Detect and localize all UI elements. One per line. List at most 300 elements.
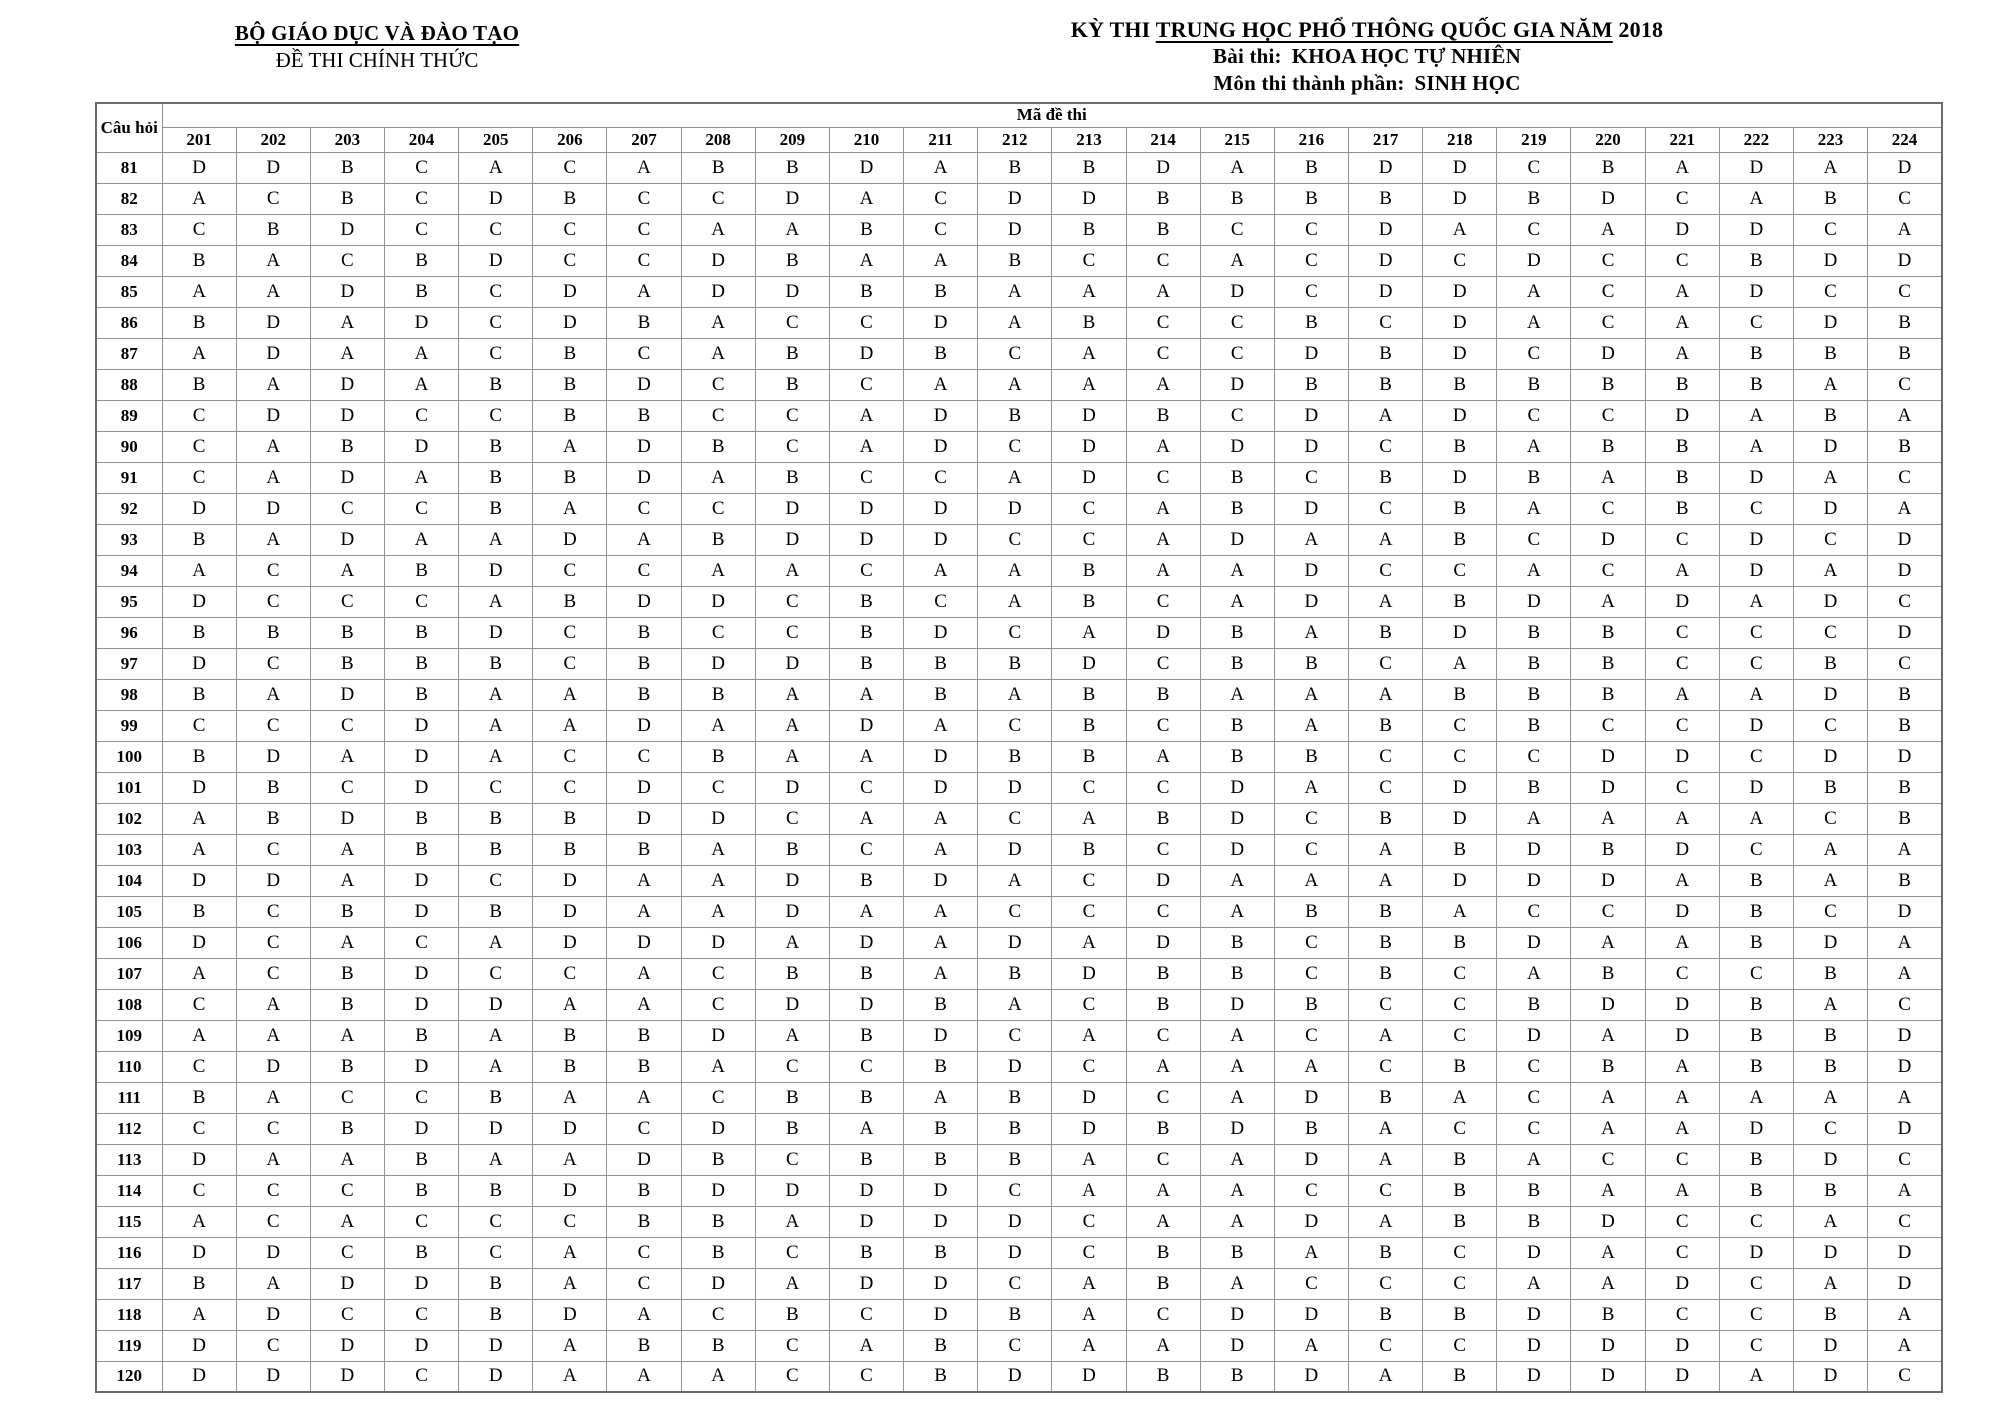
code-header-212: 212 — [978, 127, 1052, 152]
answer-cell: A — [236, 1020, 310, 1051]
exam-group-value: KHOA HỌC TỰ NHIÊN — [1291, 44, 1521, 68]
answer-cell: B — [1423, 1299, 1497, 1330]
answer-row-113 — [96, 1144, 1942, 1175]
answer-cell: C — [1868, 1144, 1942, 1175]
answer-cell: D — [1200, 1299, 1274, 1330]
answer-cell: A — [1793, 369, 1867, 400]
answer-cell: B — [1497, 772, 1571, 803]
question-number: 89 — [96, 400, 162, 431]
answer-cell: C — [310, 493, 384, 524]
answer-cell: A — [755, 555, 829, 586]
answer-cell: B — [607, 1051, 681, 1082]
answer-cell: D — [1423, 276, 1497, 307]
answer-cell: A — [607, 152, 681, 183]
answer-cell: B — [829, 1020, 903, 1051]
answer-cell: D — [755, 989, 829, 1020]
answer-cell: D — [1200, 431, 1274, 462]
answer-cell: D — [162, 1144, 236, 1175]
answer-cell: D — [755, 524, 829, 555]
answer-cell: C — [1052, 245, 1126, 276]
answer-cell: D — [236, 1051, 310, 1082]
exam-header-block — [1037, 16, 1697, 97]
answer-row-97 — [96, 648, 1942, 679]
answer-cell: D — [1645, 834, 1719, 865]
answer-cell: B — [1126, 1361, 1200, 1392]
answer-cell: D — [978, 1237, 1052, 1268]
answer-cell: C — [533, 555, 607, 586]
answer-cell: B — [384, 1175, 458, 1206]
answer-row-88 — [96, 369, 1942, 400]
answer-cell: C — [1349, 1175, 1423, 1206]
answer-cell: D — [607, 431, 681, 462]
answer-cell: A — [1349, 1020, 1423, 1051]
answer-row-103 — [96, 834, 1942, 865]
answer-cell: C — [1497, 741, 1571, 772]
answer-cell: A — [978, 555, 1052, 586]
answer-cell: A — [1126, 1206, 1200, 1237]
answer-cell: D — [1868, 896, 1942, 927]
answer-cell: B — [904, 1237, 978, 1268]
answer-cell: B — [310, 431, 384, 462]
answer-cell: C — [1126, 648, 1200, 679]
code-header-224: 224 — [1868, 127, 1942, 152]
answer-cell: B — [1200, 927, 1274, 958]
answer-cell: C — [1052, 493, 1126, 524]
answer-cell: D — [607, 586, 681, 617]
answer-cell: B — [755, 958, 829, 989]
answer-cell: C — [533, 958, 607, 989]
question-number: 111 — [96, 1082, 162, 1113]
answer-cell: D — [1793, 586, 1867, 617]
answer-row-86 — [96, 307, 1942, 338]
answer-cell: D — [1052, 183, 1126, 214]
answer-cell: B — [1200, 710, 1274, 741]
answer-cell: D — [1497, 586, 1571, 617]
answer-cell: A — [1052, 338, 1126, 369]
question-number: 94 — [96, 555, 162, 586]
answer-cell: A — [162, 1206, 236, 1237]
answer-cell: B — [1793, 772, 1867, 803]
answer-cell: B — [829, 648, 903, 679]
answer-cell: B — [1349, 369, 1423, 400]
answer-cell: C — [1349, 431, 1423, 462]
answer-cell: C — [607, 555, 681, 586]
answer-cell: B — [533, 1051, 607, 1082]
answer-cell: C — [1497, 1082, 1571, 1113]
answer-cell: B — [162, 896, 236, 927]
answer-cell: C — [904, 214, 978, 245]
answer-cell: A — [1571, 1082, 1645, 1113]
answer-cell: A — [1126, 1330, 1200, 1361]
answer-cell: B — [533, 586, 607, 617]
answer-cell: B — [1497, 462, 1571, 493]
answer-cell: A — [755, 927, 829, 958]
answer-cell: A — [1126, 431, 1200, 462]
answer-cell: B — [1571, 431, 1645, 462]
answer-cell: C — [607, 214, 681, 245]
answer-cell: B — [607, 679, 681, 710]
answer-cell: C — [1497, 338, 1571, 369]
answer-cell: B — [1423, 679, 1497, 710]
answer-cell: D — [310, 462, 384, 493]
answer-cell: C — [384, 493, 458, 524]
answer-cell: A — [681, 214, 755, 245]
answer-cell: B — [607, 307, 681, 338]
answer-cell: C — [1793, 524, 1867, 555]
answer-cell: A — [1200, 152, 1274, 183]
answer-cell: C — [1423, 1113, 1497, 1144]
answer-cell: A — [1719, 586, 1793, 617]
answer-cell: B — [1349, 896, 1423, 927]
answer-cell: B — [1126, 214, 1200, 245]
answer-cell: D — [607, 1144, 681, 1175]
answer-cell: B — [384, 245, 458, 276]
answer-cell: B — [533, 462, 607, 493]
answer-cell: A — [1868, 927, 1942, 958]
answer-cell: A — [236, 679, 310, 710]
answer-cell: B — [607, 648, 681, 679]
answer-cell: D — [1052, 431, 1126, 462]
answer-cell: B — [384, 1237, 458, 1268]
answer-cell: A — [1868, 1175, 1942, 1206]
answer-cell: A — [829, 183, 903, 214]
answer-cell: C — [1571, 896, 1645, 927]
answer-cell: D — [1719, 276, 1793, 307]
answer-cell: B — [1868, 710, 1942, 741]
exam-title — [1037, 16, 1697, 43]
answer-cell: C — [1645, 1299, 1719, 1330]
answer-cell: B — [904, 1330, 978, 1361]
answer-row-85 — [96, 276, 1942, 307]
answer-cell: C — [1868, 1206, 1942, 1237]
answer-cell: A — [1126, 369, 1200, 400]
answer-cell: C — [829, 1361, 903, 1392]
answer-cell: B — [162, 524, 236, 555]
answer-cell: D — [1274, 1206, 1348, 1237]
answer-cell: D — [533, 307, 607, 338]
answer-cell: A — [1423, 214, 1497, 245]
answer-cell: A — [1497, 307, 1571, 338]
question-number: 109 — [96, 1020, 162, 1051]
answer-cell: A — [607, 958, 681, 989]
answer-cell: C — [310, 245, 384, 276]
answer-cell: B — [1719, 896, 1793, 927]
answer-cell: D — [533, 927, 607, 958]
answer-cell: C — [1052, 989, 1126, 1020]
answer-cell: C — [1497, 1051, 1571, 1082]
answer-cell: C — [1126, 1020, 1200, 1051]
answer-row-106 — [96, 927, 1942, 958]
answer-cell: D — [904, 307, 978, 338]
answer-cell: A — [904, 834, 978, 865]
answer-cell: B — [384, 834, 458, 865]
answer-cell: A — [236, 276, 310, 307]
answer-cell: B — [459, 431, 533, 462]
answer-cell: B — [607, 834, 681, 865]
answer-cell: B — [384, 1020, 458, 1051]
answer-cell: B — [829, 1237, 903, 1268]
answer-row-82 — [96, 183, 1942, 214]
answer-cell: C — [1349, 1051, 1423, 1082]
answer-cell: C — [1719, 617, 1793, 648]
answer-cell: A — [755, 679, 829, 710]
answer-cell: A — [978, 679, 1052, 710]
answer-cell: B — [1423, 1051, 1497, 1082]
answer-cell: C — [384, 586, 458, 617]
answer-cell: C — [1274, 1020, 1348, 1051]
answer-cell: C — [236, 555, 310, 586]
answer-cell: B — [1868, 679, 1942, 710]
answer-cell: C — [1719, 307, 1793, 338]
answer-cell: D — [1126, 927, 1200, 958]
answer-cell: D — [1423, 307, 1497, 338]
answer-cell: B — [829, 214, 903, 245]
answer-cell: A — [1349, 524, 1423, 555]
answer-cell: D — [1274, 1361, 1348, 1392]
answer-cell: C — [1126, 338, 1200, 369]
answer-cell: A — [1274, 617, 1348, 648]
answer-cell: D — [1571, 865, 1645, 896]
answer-cell: B — [1349, 183, 1423, 214]
answer-cell: D — [1868, 1237, 1942, 1268]
answer-cell: B — [1200, 462, 1274, 493]
answer-key-table — [95, 102, 1943, 1393]
answer-cell: D — [904, 1206, 978, 1237]
answer-cell: C — [1571, 307, 1645, 338]
answer-cell: A — [1719, 183, 1793, 214]
answer-row-105 — [96, 896, 1942, 927]
answer-cell: B — [1349, 1299, 1423, 1330]
question-number: 102 — [96, 803, 162, 834]
answer-cell: C — [1719, 834, 1793, 865]
answer-cell: A — [1423, 1082, 1497, 1113]
answer-cell: A — [1052, 1330, 1126, 1361]
answer-cell: C — [978, 710, 1052, 741]
answer-cell: C — [1349, 1268, 1423, 1299]
answer-cell: B — [607, 1175, 681, 1206]
answer-cell: A — [459, 1051, 533, 1082]
answer-cell: D — [384, 1113, 458, 1144]
answer-cell: B — [1497, 1175, 1571, 1206]
answer-cell: B — [1423, 1206, 1497, 1237]
answer-cell: A — [681, 307, 755, 338]
answer-cell: B — [384, 803, 458, 834]
answer-cell: D — [1349, 214, 1423, 245]
answer-cell: C — [681, 989, 755, 1020]
answer-cell: A — [1052, 617, 1126, 648]
answer-cell: B — [310, 896, 384, 927]
answer-cell: D — [384, 772, 458, 803]
answer-cell: D — [1274, 555, 1348, 586]
answer-cell: B — [829, 1144, 903, 1175]
answer-cell: A — [681, 865, 755, 896]
answer-cell: C — [829, 772, 903, 803]
question-number: 113 — [96, 1144, 162, 1175]
answer-cell: D — [1274, 1144, 1348, 1175]
answer-cell: A — [1126, 493, 1200, 524]
answer-cell: C — [1645, 648, 1719, 679]
answer-cell: D — [681, 1113, 755, 1144]
answer-cell: A — [310, 1020, 384, 1051]
answer-cell: C — [681, 1082, 755, 1113]
answer-cell: C — [1497, 1113, 1571, 1144]
answer-cell: B — [1719, 1051, 1793, 1082]
answer-cell: D — [533, 896, 607, 927]
answer-cell: C — [1645, 772, 1719, 803]
answer-cell: B — [607, 1330, 681, 1361]
answer-cell: A — [755, 214, 829, 245]
answer-cell: D — [978, 214, 1052, 245]
answer-cell: C — [829, 307, 903, 338]
answer-cell: D — [607, 772, 681, 803]
answer-cell: D — [1423, 803, 1497, 834]
code-header-202: 202 — [236, 127, 310, 152]
answer-cell: D — [384, 865, 458, 896]
answer-cell: A — [384, 462, 458, 493]
answer-cell: B — [533, 183, 607, 214]
answer-cell: B — [1719, 1144, 1793, 1175]
answer-cell: B — [681, 679, 755, 710]
answer-cell: D — [904, 431, 978, 462]
answer-cell: C — [384, 1082, 458, 1113]
answer-cell: A — [1645, 1175, 1719, 1206]
answer-cell: C — [1274, 958, 1348, 989]
answer-cell: D — [1645, 400, 1719, 431]
answer-cell: A — [681, 834, 755, 865]
question-number: 82 — [96, 183, 162, 214]
answer-cell: C — [1423, 1237, 1497, 1268]
answer-cell: D — [755, 865, 829, 896]
answer-cell: C — [384, 183, 458, 214]
answer-cell: D — [1719, 555, 1793, 586]
answer-row-110 — [96, 1051, 1942, 1082]
answer-cell: D — [310, 276, 384, 307]
answer-cell: D — [1645, 1330, 1719, 1361]
answer-row-91 — [96, 462, 1942, 493]
answer-cell: A — [1200, 1082, 1274, 1113]
answer-cell: B — [1349, 1082, 1423, 1113]
answer-row-107 — [96, 958, 1942, 989]
answer-cell: D — [162, 1361, 236, 1392]
answer-cell: A — [1126, 555, 1200, 586]
answer-cell: C — [1793, 214, 1867, 245]
answer-cell: A — [1274, 524, 1348, 555]
answer-cell: C — [904, 183, 978, 214]
answer-cell: C — [459, 214, 533, 245]
answer-cell: A — [681, 555, 755, 586]
answer-cell: A — [1349, 834, 1423, 865]
answer-cell: A — [1868, 1082, 1942, 1113]
answer-cell: A — [162, 555, 236, 586]
answer-cell: A — [533, 1082, 607, 1113]
answer-cell: C — [1349, 1330, 1423, 1361]
answer-cell: B — [1052, 710, 1126, 741]
answer-cell: D — [384, 896, 458, 927]
answer-cell: C — [1200, 214, 1274, 245]
answer-cell: A — [1868, 214, 1942, 245]
answer-cell: B — [978, 245, 1052, 276]
answer-cell: A — [310, 555, 384, 586]
answer-cell: B — [1571, 1299, 1645, 1330]
answer-cell: A — [310, 865, 384, 896]
answer-cell: A — [459, 741, 533, 772]
answer-cell: D — [1126, 865, 1200, 896]
answer-cell: A — [533, 679, 607, 710]
answer-cell: C — [459, 1237, 533, 1268]
ministry-header-block — [197, 20, 557, 74]
answer-cell: C — [1423, 1020, 1497, 1051]
code-header-205: 205 — [459, 127, 533, 152]
answer-cell: D — [755, 276, 829, 307]
answer-cell: C — [310, 1082, 384, 1113]
answer-cell: A — [533, 1361, 607, 1392]
answer-cell: D — [384, 1330, 458, 1361]
answer-cell: C — [533, 152, 607, 183]
ministry-title: BỘ GIÁO DỤC VÀ ĐÀO TẠO — [234, 21, 520, 45]
answer-cell: D — [978, 1051, 1052, 1082]
answer-cell: D — [459, 1361, 533, 1392]
answer-cell: C — [533, 741, 607, 772]
question-number: 83 — [96, 214, 162, 245]
answer-cell: A — [978, 865, 1052, 896]
answer-cell: C — [1571, 710, 1645, 741]
answer-cell: A — [236, 989, 310, 1020]
answer-cell: C — [904, 586, 978, 617]
answer-cell: A — [681, 462, 755, 493]
answer-cell: C — [1126, 586, 1200, 617]
answer-cell: D — [1274, 1082, 1348, 1113]
answer-cell: D — [384, 958, 458, 989]
answer-cell: B — [1423, 1175, 1497, 1206]
answer-cell: C — [1349, 555, 1423, 586]
answer-cell: A — [904, 1082, 978, 1113]
answer-cell: D — [1719, 214, 1793, 245]
answer-cell: B — [384, 1144, 458, 1175]
answer-cell: D — [1274, 1299, 1348, 1330]
answer-cell: D — [1571, 989, 1645, 1020]
answer-cell: C — [1274, 1268, 1348, 1299]
answer-cell: B — [1423, 369, 1497, 400]
answer-cell: D — [1868, 245, 1942, 276]
answer-cell: A — [1571, 1113, 1645, 1144]
answer-cell: C — [1571, 245, 1645, 276]
answer-cell: D — [829, 152, 903, 183]
answer-cell: A — [1497, 1144, 1571, 1175]
answer-cell: A — [1571, 1020, 1645, 1051]
answer-cell: A — [162, 834, 236, 865]
answer-cell: A — [162, 338, 236, 369]
answer-row-112 — [96, 1113, 1942, 1144]
answer-cell: D — [1423, 152, 1497, 183]
answer-cell: D — [607, 710, 681, 741]
answer-cell: B — [1274, 1113, 1348, 1144]
answer-cell: A — [829, 1113, 903, 1144]
question-number: 91 — [96, 462, 162, 493]
answer-cell: D — [310, 679, 384, 710]
answer-cell: B — [1571, 958, 1645, 989]
answer-cell: A — [1349, 865, 1423, 896]
answer-cell: B — [1719, 927, 1793, 958]
question-number: 90 — [96, 431, 162, 462]
answer-cell: C — [1719, 1330, 1793, 1361]
answer-cell: D — [1571, 1361, 1645, 1392]
answer-cell: B — [1571, 152, 1645, 183]
answer-cell: C — [755, 586, 829, 617]
answer-cell: A — [1274, 772, 1348, 803]
answer-cell: B — [1349, 338, 1423, 369]
answer-cell: B — [310, 152, 384, 183]
answer-cell: A — [755, 710, 829, 741]
